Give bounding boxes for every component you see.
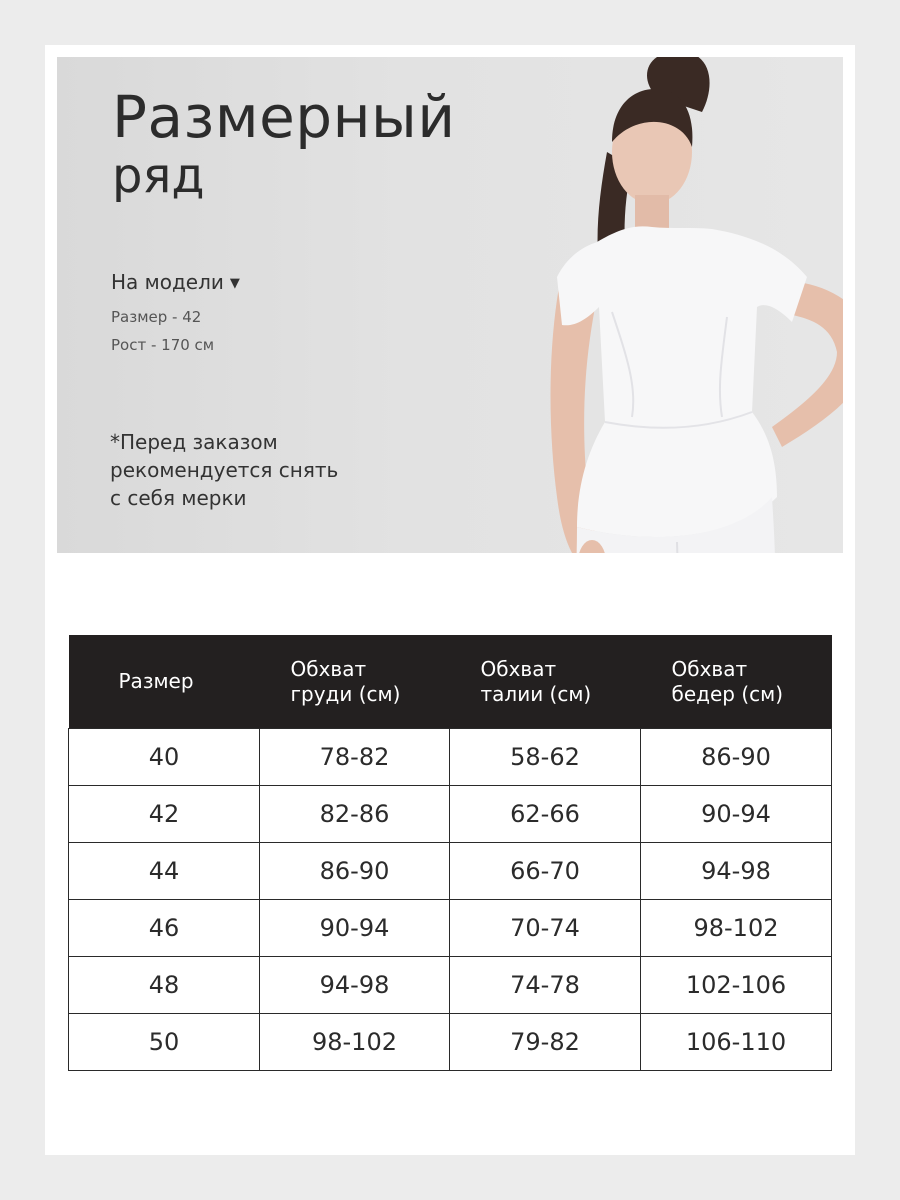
- cell-size: 48: [69, 957, 260, 1014]
- cell-chest: 86-90: [260, 843, 450, 900]
- cell-chest: 82-86: [260, 786, 450, 843]
- table-row: [69, 843, 832, 900]
- cell-hips: 86-90: [641, 729, 832, 786]
- cell-chest: 78-82: [260, 729, 450, 786]
- table-header-row: [69, 635, 832, 729]
- cell-size: 42: [69, 786, 260, 843]
- cell-waist: 79-82: [450, 1014, 641, 1071]
- cell-hips: 94-98: [641, 843, 832, 900]
- table-row: [69, 900, 832, 957]
- column-header-hips: Обхват бедер (см): [641, 635, 832, 729]
- cell-hips: 106-110: [641, 1014, 832, 1071]
- cell-size: 40: [69, 729, 260, 786]
- column-header-size: Размер: [69, 635, 260, 729]
- size-table: [68, 635, 831, 1071]
- cell-waist: 66-70: [450, 843, 641, 900]
- cell-hips: 98-102: [641, 900, 832, 957]
- cell-waist: 74-78: [450, 957, 641, 1014]
- cell-waist: 58-62: [450, 729, 641, 786]
- cell-size: 46: [69, 900, 260, 957]
- cell-size: 50: [69, 1014, 260, 1071]
- table-row: [69, 729, 832, 786]
- table-row: [69, 786, 832, 843]
- cell-waist: 62-66: [450, 786, 641, 843]
- page-subtitle: ряд: [112, 148, 205, 204]
- model-photo: [537, 57, 843, 553]
- page-title: Размерный: [112, 83, 456, 151]
- cell-chest: 90-94: [260, 900, 450, 957]
- table-row: [69, 957, 832, 1014]
- triangle-down-icon: ▼: [229, 276, 240, 291]
- table-row: [69, 1014, 832, 1071]
- cell-size: 44: [69, 843, 260, 900]
- measurement-note: *Перед заказом рекомендуется снять с себя мерки: [110, 430, 339, 510]
- model-info-text: На модели: [111, 270, 224, 294]
- cell-hips: 90-94: [641, 786, 832, 843]
- cell-chest: 94-98: [260, 957, 450, 1014]
- cell-waist: 70-74: [450, 900, 641, 957]
- column-header-waist: Обхват талии (см): [450, 635, 641, 729]
- model-height: Рост - 170 см: [111, 336, 215, 354]
- model-size: Размер - 42: [111, 308, 202, 326]
- model-info-label: [111, 270, 240, 294]
- cell-hips: 102-106: [641, 957, 832, 1014]
- cell-chest: 98-102: [260, 1014, 450, 1071]
- column-header-chest: Обхват груди (см): [260, 635, 450, 729]
